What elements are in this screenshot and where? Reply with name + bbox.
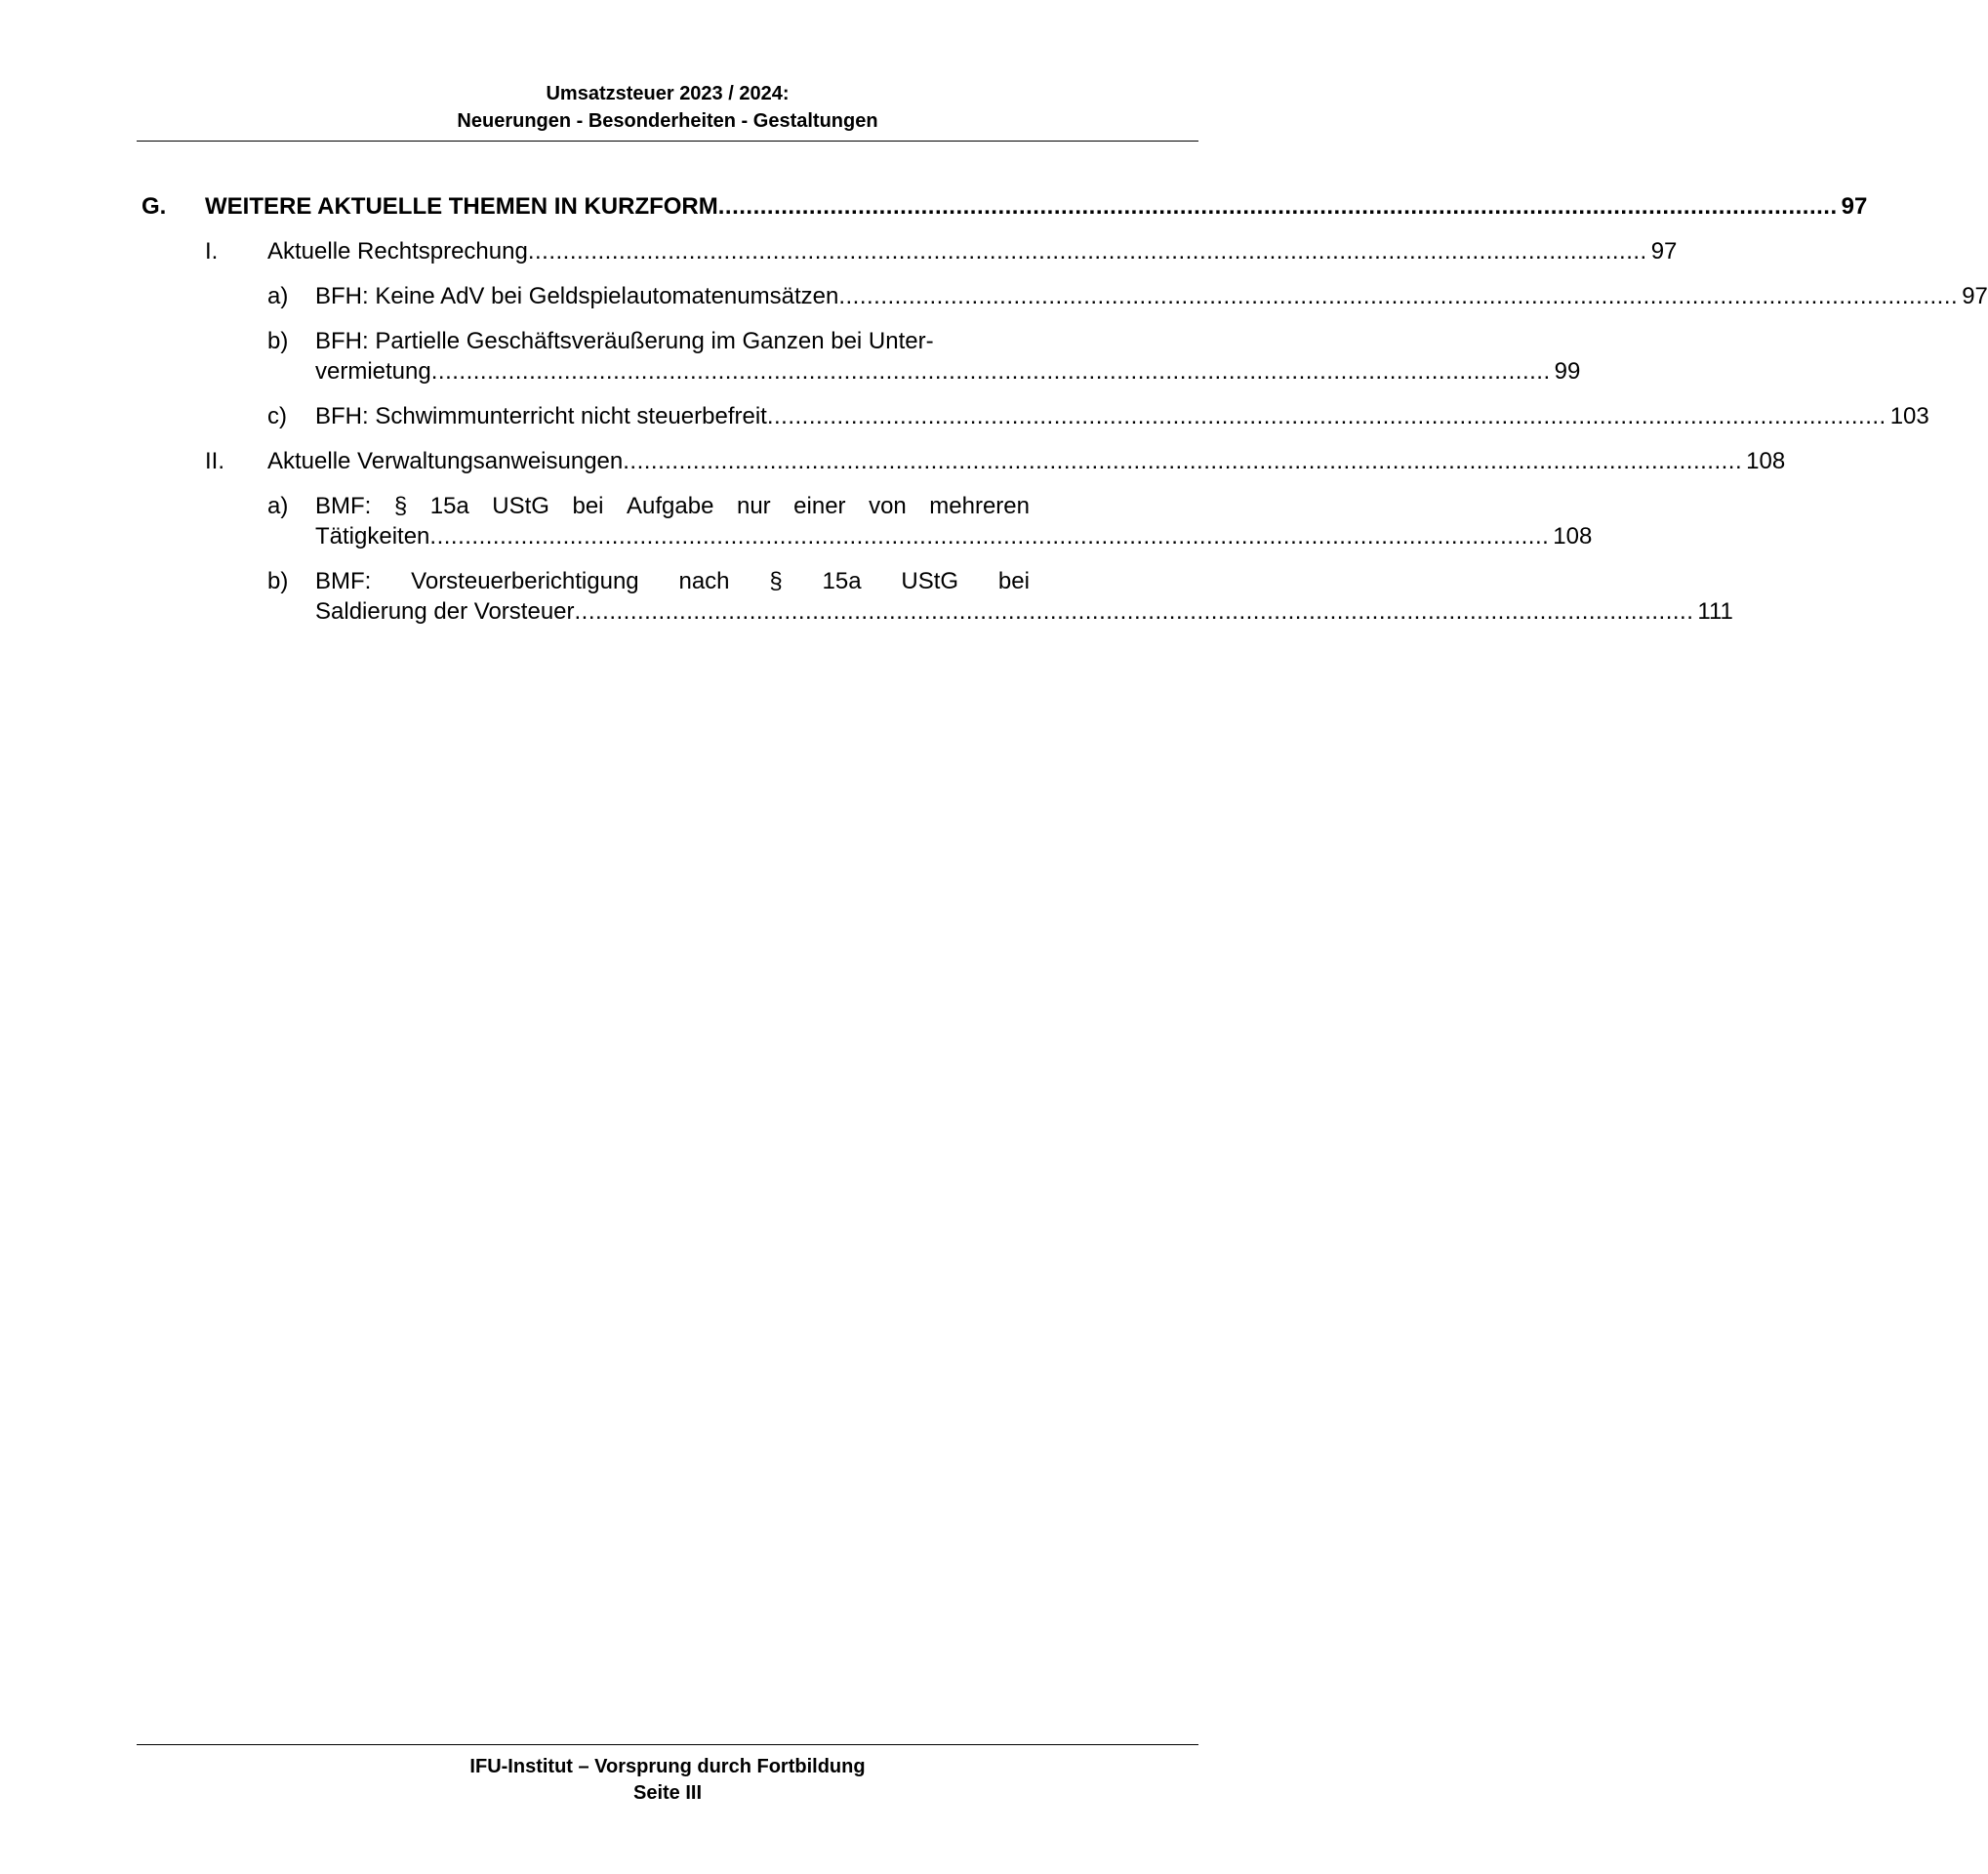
toc-leader: ................................................................................................................................................................ bbox=[717, 193, 1838, 220]
toc-number: b) bbox=[267, 568, 289, 594]
toc-word: Aufgabe bbox=[627, 493, 714, 519]
toc-leader: ................................................................................................................................................................ bbox=[766, 403, 1887, 429]
toc-number: G. bbox=[142, 193, 167, 220]
toc-word: UStG bbox=[492, 493, 549, 519]
toc-leader: ................................................................................................................................................................ bbox=[838, 283, 1959, 309]
toc-leader: ................................................................................................................................................................ bbox=[623, 448, 1743, 474]
toc-title-line1 bbox=[315, 566, 1030, 596]
toc-number: II. bbox=[205, 448, 225, 474]
toc-number: b) bbox=[267, 328, 289, 354]
toc-title-line2: vermietung bbox=[315, 358, 431, 385]
toc-number: a) bbox=[267, 493, 289, 519]
toc-word: BMF: bbox=[315, 493, 372, 519]
toc-page-number: 108 bbox=[1553, 523, 1593, 550]
toc-title: BFH: Schwimmunterricht nicht steuerbefreit bbox=[315, 403, 767, 429]
toc-word: bei bbox=[572, 493, 604, 519]
toc-word: nur bbox=[736, 493, 771, 519]
toc-title-line1 bbox=[315, 491, 1030, 521]
footer-institute: IFU-Institut – Vorsprung durch Fortbildung bbox=[469, 1756, 866, 1777]
toc-word: 15a bbox=[822, 568, 862, 594]
toc-page-number: 97 bbox=[1841, 193, 1868, 220]
header-title: Umsatzsteuer 2023 / 2024: bbox=[546, 83, 790, 104]
toc-word: einer bbox=[793, 493, 846, 519]
page-footer bbox=[137, 1754, 1198, 1807]
toc-word: § bbox=[769, 568, 783, 594]
toc-leader: ................................................................................................................................................................ bbox=[574, 598, 1694, 625]
toc-word: bei bbox=[997, 568, 1030, 594]
toc-number: I. bbox=[205, 238, 219, 265]
toc-leader: ................................................................................................................................................................ bbox=[527, 238, 1647, 265]
toc-title-line2: Saldierung der Vorsteuer bbox=[315, 598, 575, 625]
toc-title: BFH: Keine AdV bei Geldspielautomatenumsätzen bbox=[315, 283, 839, 309]
toc-page-number: 111 bbox=[1697, 598, 1733, 625]
header-rule bbox=[137, 141, 1198, 142]
toc-word: § bbox=[393, 493, 408, 519]
toc-word: Vorsteuerberichtigung bbox=[411, 568, 639, 594]
page-header bbox=[137, 80, 1198, 135]
toc-page-number: 103 bbox=[1889, 403, 1929, 429]
toc-page-number: 108 bbox=[1746, 448, 1786, 474]
toc-word: UStG bbox=[901, 568, 959, 594]
toc-leader: ................................................................................................................................................................ bbox=[429, 523, 1550, 550]
toc-title: WEITERE AKTUELLE THEMEN IN KURZFORM bbox=[205, 193, 718, 220]
toc-page-number: 97 bbox=[1650, 238, 1678, 265]
footer-page-number: Seite III bbox=[632, 1782, 703, 1804]
toc-title: Aktuelle Rechtsprechung bbox=[267, 238, 528, 265]
toc-number: c) bbox=[267, 403, 287, 429]
toc-word: mehreren bbox=[929, 493, 1030, 519]
toc-title-line2: Tätigkeiten bbox=[315, 523, 430, 550]
header-subtitle: Neuerungen - Besonderheiten - Gestaltungen bbox=[457, 110, 878, 132]
toc-page-number: 99 bbox=[1554, 358, 1581, 385]
toc-leader: ................................................................................................................................................................ bbox=[430, 358, 1551, 385]
footer-rule bbox=[137, 1744, 1198, 1745]
toc-word: von bbox=[869, 493, 907, 519]
toc-page-number: 97 bbox=[1962, 283, 1988, 309]
toc-word: 15a bbox=[429, 493, 469, 519]
toc-word: BMF: bbox=[315, 568, 372, 594]
toc-word: nach bbox=[678, 568, 730, 594]
toc-number: a) bbox=[267, 283, 289, 309]
toc-title-line1: BFH: Partielle Geschäftsveräußerung im Ganzen bei Unter- bbox=[315, 328, 934, 354]
toc-title: Aktuelle Verwaltungsanweisungen bbox=[267, 448, 624, 474]
